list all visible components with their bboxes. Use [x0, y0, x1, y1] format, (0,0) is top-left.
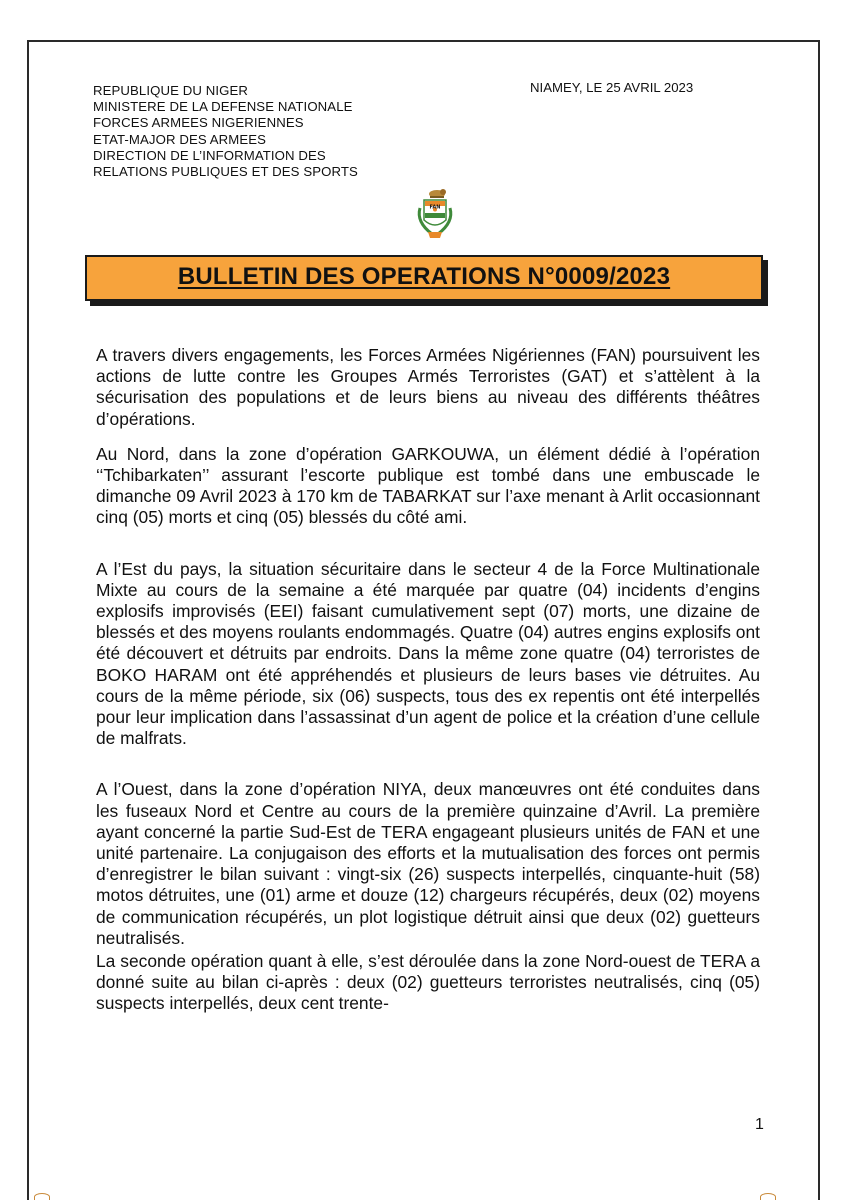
issuer-line: REPUBLIQUE DU NIGER [93, 83, 249, 98]
issuer-line: MINISTERE DE LA DEFENSE NATIONALE [93, 99, 353, 115]
paragraph-intro: A travers divers engagements, les Forces Armées Nigériennes (FAN) poursuivent les actions de lutte contre les Groupes Armés Terroristes (GAT) et s’attèlent à la sécurisation des populations et de leurs biens au niveau des différents théâtres d’opérations. [96, 345, 760, 429]
title-banner [85, 255, 763, 301]
issuer-line: RELATIONS PUBLIQUES ET DES SPORTS [93, 164, 358, 180]
issuer-line: FORCES ARMEES NIGERIENNES [93, 115, 304, 131]
corner-ornament-left [34, 1193, 50, 1200]
issuer-line: DIRECTION DE L’INFORMATION DES [93, 147, 326, 163]
issuer-line: ETAT-MAJOR DES ARMEES [93, 131, 267, 147]
bulletin-body [96, 345, 760, 1015]
paragraph-north: Au Nord, dans la zone d’opération GARKOUWA, un élément dédié à l’opération ‘‘Tchibarkaten’’ assurant l’escorte publique est tombé dans une embuscade le dimanche 09 Avril 2023 à 170 km de TABARKAT sur l’axe menant à Arlit occasionnant cinq (05) morts et cinq (05) blessés du côté ami. [96, 443, 760, 528]
fan-emblem-logo [404, 186, 466, 246]
paragraph-west: A l’Ouest, dans la zone d’opération NIYA, deux manœuvres ont été conduites dans les fuseaux Nord et Centre au cours de la première quinzaine d’Avril. La première ayant concerné la partie Sud-Est de TERA engageant plusieurs unités de FAN et une unité partenaire. La conjugaison des efforts et la mutualisation des forces ont permis d’enregistrer le bilan suivant : vingt-six (26) suspects interpellés, cinquante-huit (58) motos détruites, une (01) arme et douze (12) chargeurs récupérés, deux (02) moyens de communication récupérés, un plot logistique détruit ainsi que deux (02) guetteurs neutralisés. [96, 779, 760, 948]
paragraph-second-operation: La seconde opération quant à elle, s’est déroulée dans la zone Nord-ouest de TERA a donné suite au bilan ci-après : deux (02) guetteurs terroristes neutralisés, cinq (05) suspects interpellés, deux cent trente- [96, 951, 760, 1014]
document-date: NIAMEY, LE 25 AVRIL 2023 [530, 80, 694, 95]
issuer-block [93, 83, 358, 180]
bulletin-title: BULLETIN DES OPERATIONS N°0009/2023 [177, 263, 671, 290]
emblem-graphic [404, 186, 466, 246]
emblem-label: FAN [429, 204, 441, 211]
paragraph-east: A l’Est du pays, la situation sécuritaire dans le secteur 4 de la Force Multinationale Mixte au cours de la semaine a été marquée par quatre (04) incidents d’engins explosifs improvisés (EEI) faisant cumulativement sept (07) morts, une dizaine de blessés et des moyens roulants endommagés. Quatre (04) autres engins explosifs ont été découvert et détruits par endroits. Dans la même zone quatre (04) terroristes de BOKO HARAM ont été appréhendés et plusieurs de leurs bases vie détruites. Au cours de la même période, six (06) suspects, tous des ex repentis ont été interpellés pour leur implication dans l’assassinat d’un agent de police et la création d’une cellule de malfrats. [96, 558, 760, 749]
corner-ornament-right [760, 1193, 776, 1200]
page-number: 1 [755, 1116, 764, 1133]
